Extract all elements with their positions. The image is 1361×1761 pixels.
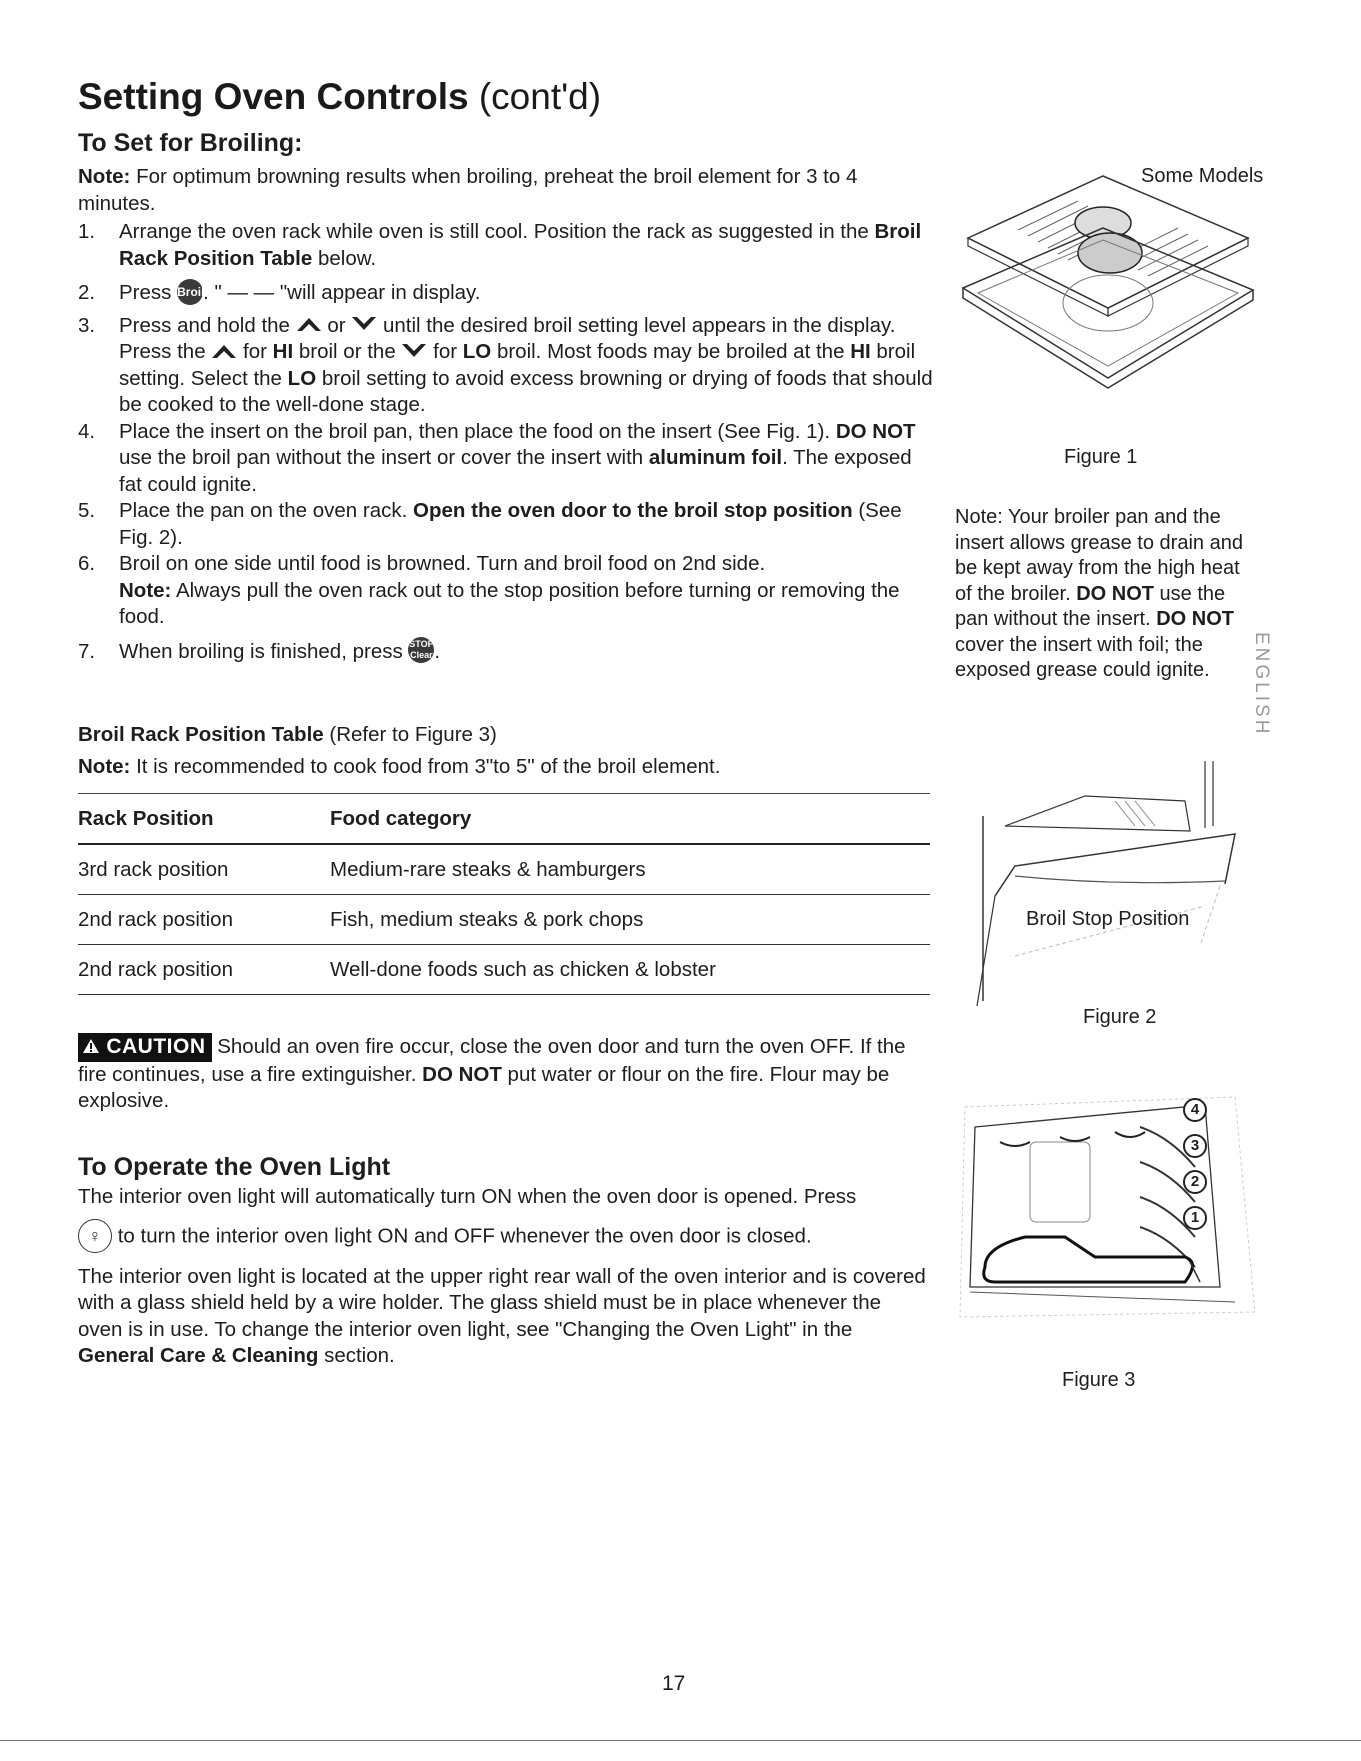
rack-number-badge: 3 bbox=[1183, 1134, 1207, 1158]
table-row: 3rd rack position Medium-rare steaks & hamburgers bbox=[78, 844, 930, 895]
rack-table-title: Broil Rack Position Table (Refer to Figure 3) bbox=[78, 723, 497, 746]
rack-table-note: Note: It is recommended to cook food from 3"to 5" of the broil element. bbox=[78, 754, 721, 778]
rack-position-table bbox=[78, 793, 930, 995]
rack-table-intro bbox=[78, 722, 918, 780]
table-header bbox=[78, 794, 930, 845]
up-arrow-icon bbox=[211, 343, 237, 359]
down-arrow-icon bbox=[351, 316, 377, 332]
caution-block: CAUTION Should an oven fire occur, close the oven door and turn the oven OFF. If the fire continues, use a fire extinguisher. DO NOT put water or flour on the fire. Flour may be explosive. bbox=[78, 1035, 906, 1112]
broil-stop-position-label: Broil Stop Position bbox=[1026, 908, 1190, 930]
table-row: 2nd rack position Fish, medium steaks & pork chops bbox=[78, 895, 930, 945]
oven-light-text: The interior oven light will automatically turn ON when the oven door is opened. Press ♀ to turn the interior oven light ON and OFF whenever the oven door is closed. The interior oven light is located at the upper right rear wall of the oven interior and is covered with a glass shield held by a wire holder. The glass shield must be in place whenever the oven is in use. To change the interior oven light, see "Changing the Oven Light" in the General Care & Cleaning section. bbox=[78, 1185, 926, 1367]
figure-3-caption: Figure 3 bbox=[1062, 1369, 1136, 1391]
broil-button-icon: Broil bbox=[177, 279, 203, 305]
rack-number-badge: 1 bbox=[1183, 1206, 1207, 1230]
step-4: 4. Place the insert on the broil pan, then place the food on the insert (See Fig. 1). DO NOT use the broil pan without the insert or cover the insert with aluminum foil. The exposed fat could ignite. bbox=[78, 419, 916, 496]
column-header: Rack Position bbox=[78, 794, 330, 845]
step-1: 1. Arrange the oven rack while oven is still cool. Position the rack as suggested in the Broil Rack Position Table below. bbox=[78, 220, 922, 270]
figure-2-broil-stop-illustration bbox=[975, 756, 1245, 1006]
column-header: Food category bbox=[330, 794, 930, 845]
language-tab: ENGLISH bbox=[1251, 632, 1272, 737]
rack-number-list bbox=[1183, 1098, 1209, 1230]
step-3: 3. Press and hold the or until the desired broil setting level appears in the display. Press the for HI broil or the for LO broil. Most foods may be broiled at the HI broil setting. Select the LO broil setting to avoid excess browning or drying of foods that should be cooked to the well-done stage. bbox=[78, 313, 933, 417]
title-light: (cont'd) bbox=[478, 76, 602, 117]
down-arrow-icon bbox=[401, 343, 427, 359]
page-title bbox=[78, 76, 601, 118]
figure-2-caption: Figure 2 bbox=[1083, 1006, 1157, 1028]
step-7: 7. When broiling is finished, press STOP Clear. bbox=[78, 639, 441, 663]
bottom-divider bbox=[0, 1740, 1361, 1741]
figure-1-broiler-pan-illustration bbox=[958, 168, 1258, 448]
figure-1-caption: Figure 1 bbox=[1064, 446, 1138, 468]
rack-number-badge: 4 bbox=[1183, 1098, 1207, 1122]
up-arrow-icon bbox=[296, 316, 322, 332]
oven-light-heading: To Operate the Oven Light bbox=[78, 1153, 391, 1181]
broil-steps bbox=[78, 219, 936, 665]
title-bold: Setting Oven Controls bbox=[78, 76, 469, 117]
broiling-note bbox=[78, 164, 908, 217]
page-number: 17 bbox=[662, 1672, 686, 1695]
step-6: 6. Broil on one side until food is browned. Turn and broil food on 2nd side. Note: Always pull the oven rack out to the stop position before turning or removing the food. bbox=[78, 552, 900, 629]
note-label: Note: bbox=[78, 165, 131, 188]
rack-number-badge: 2 bbox=[1183, 1170, 1207, 1194]
sidebar-note: Note: Your broiler pan and the insert allows grease to drain and be kept away from the high heat of the broiler. DO NOT use the pan without the insert. DO NOT cover the insert with foil; the exposed grease could ignite. bbox=[955, 506, 1243, 681]
table-row: 2nd rack position Well-done foods such as chicken & lobster bbox=[78, 945, 930, 995]
light-bulb-button-icon: ♀ bbox=[78, 1219, 112, 1253]
stop-clear-button-icon: STOP Clear bbox=[408, 637, 434, 663]
step-5: 5. Place the pan on the oven rack. Open the oven door to the broil stop position (See Fig. 2). bbox=[78, 499, 902, 549]
figure-3-oven-racks-illustration bbox=[955, 1087, 1265, 1357]
warning-triangle-icon bbox=[82, 1038, 100, 1054]
caution-badge: CAUTION bbox=[78, 1033, 212, 1062]
step-2: 2. Press Broil. " — — "will appear in display. bbox=[78, 280, 936, 307]
broiling-heading: To Set for Broiling: bbox=[78, 129, 303, 157]
some-models-label: Some Models bbox=[1141, 165, 1264, 187]
note-text: For optimum browning results when broiling, preheat the broil element for 3 to 4 minutes. bbox=[78, 165, 858, 215]
